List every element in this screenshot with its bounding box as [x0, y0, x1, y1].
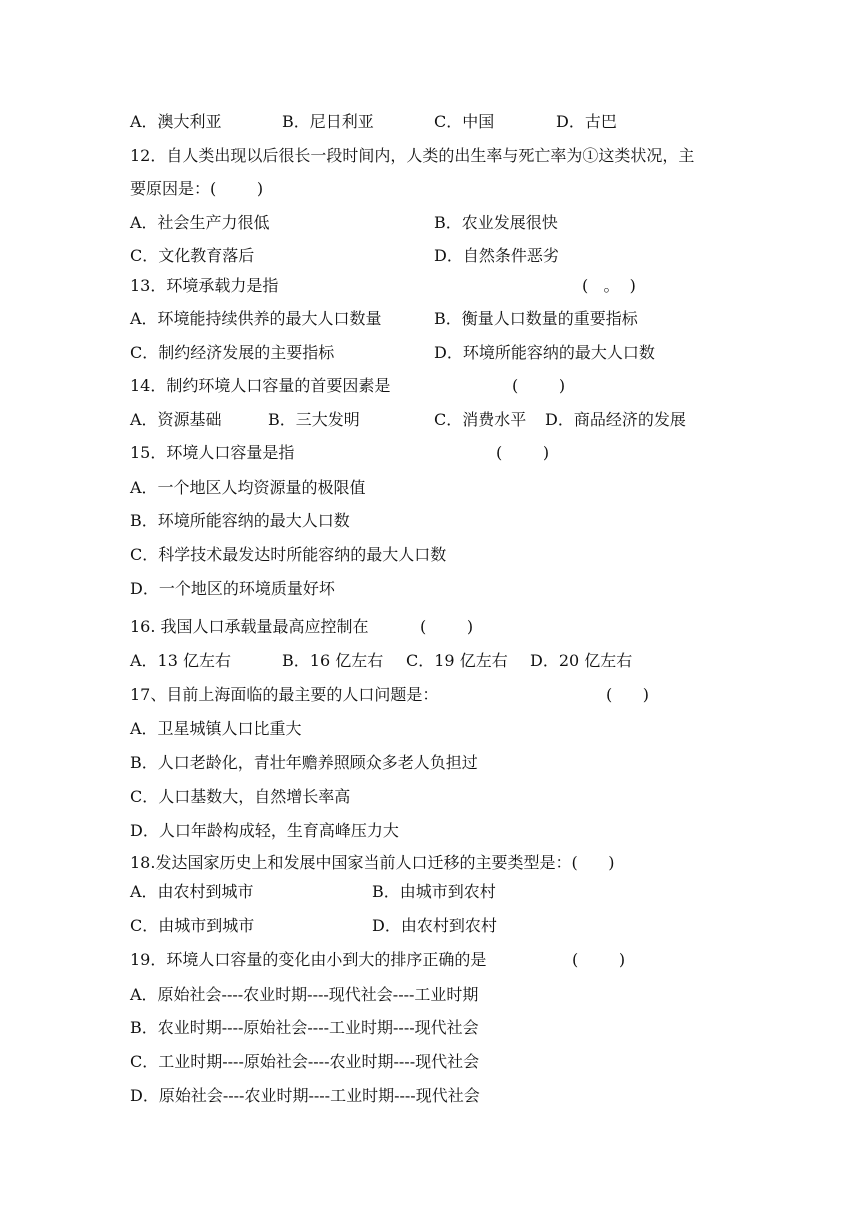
- question-stem: 16. 我国人口承载量最高应控制在: [130, 617, 369, 636]
- option-b: B．16 亿左右: [282, 651, 384, 670]
- answer-blank: ( ): [606, 685, 649, 704]
- option-c: C．科学技术最发达时所能容纳的最大人口数: [130, 545, 447, 564]
- option-d: D．人口年龄构成轻，生育高峰压力大: [130, 821, 399, 840]
- question-stem: 13．环境承载力是指: [130, 276, 279, 295]
- option-a: A．社会生产力很低: [130, 213, 270, 232]
- option-d: D．由农村到农村: [372, 916, 497, 935]
- answer-blank: ( ): [420, 617, 474, 636]
- option-b: B．衡量人口数量的重要指标: [434, 309, 638, 328]
- option-c: C．19 亿左右: [406, 651, 508, 670]
- question-stem: 15．环境人口容量是指: [130, 443, 295, 462]
- option-b: B．农业发展很快: [434, 213, 558, 232]
- option-b: B．尼日利亚: [282, 112, 374, 131]
- option-d: D．一个地区的环境质量好坏: [130, 579, 335, 598]
- option-d: D．自然条件恶劣: [434, 246, 559, 265]
- option-a: A．由农村到城市: [130, 882, 254, 901]
- option-a: A．13 亿左右: [130, 651, 232, 670]
- question-stem: 12．自人类出现以后很长一段时间内，人类的出生率与死亡率为①这类状况，主: [130, 146, 695, 165]
- option-a: A．环境能持续供养的最大人口数量: [130, 309, 382, 328]
- option-c: C．消费水平: [434, 410, 527, 429]
- option-a: A．澳大利亚: [130, 112, 222, 131]
- option-b: B．三大发明: [268, 410, 360, 429]
- option-a: A．资源基础: [130, 410, 222, 429]
- option-b: B．由城市到农村: [372, 882, 496, 901]
- option-a: A．卫星城镇人口比重大: [130, 719, 302, 738]
- option-c: C．文化教育落后: [130, 246, 255, 265]
- option-a: A．原始社会----农业时期----现代社会----工业时期: [130, 985, 479, 1004]
- option-c: C．中国: [434, 112, 495, 131]
- answer-blank: ( ): [572, 950, 626, 969]
- option-c: C．人口基数大，自然增长率高: [130, 787, 351, 806]
- option-b: B．农业时期----原始社会----工业时期----现代社会: [130, 1018, 479, 1037]
- answer-blank: ( ): [512, 376, 566, 395]
- option-d: D．商品经济的发展: [545, 410, 686, 429]
- option-c: C．由城市到城市: [130, 916, 255, 935]
- question-stem: 17、目前上海面临的最主要的人口问题是：: [130, 685, 439, 704]
- option-d: D．环境所能容纳的最大人口数: [434, 343, 655, 362]
- answer-blank: ( 。 ): [582, 276, 636, 295]
- question-stem: 19．环境人口容量的变化由小到大的排序正确的是: [130, 950, 487, 969]
- option-b: B．环境所能容纳的最大人口数: [130, 511, 350, 530]
- option-b: B．人口老龄化，青壮年赡养照顾众多老人负担过: [130, 753, 478, 772]
- option-c: C．工业时期----原始社会----农业时期----现代社会: [130, 1052, 480, 1071]
- option-d: D．古巴: [556, 112, 617, 131]
- answer-blank: ( ): [496, 443, 550, 462]
- question-stem-continued: 要原因是：( ): [130, 179, 264, 198]
- option-d: D．原始社会----农业时期----工业时期----现代社会: [130, 1086, 480, 1105]
- question-stem: 14．制约环境人口容量的首要因素是: [130, 376, 391, 395]
- option-d: D．20 亿左右: [530, 651, 633, 670]
- option-c: C．制约经济发展的主要指标: [130, 343, 335, 362]
- question-stem: 18.发达国家历史上和发展中国家当前人口迁移的主要类型是：( ): [130, 853, 615, 872]
- option-a: A．一个地区人均资源量的极限值: [130, 478, 366, 497]
